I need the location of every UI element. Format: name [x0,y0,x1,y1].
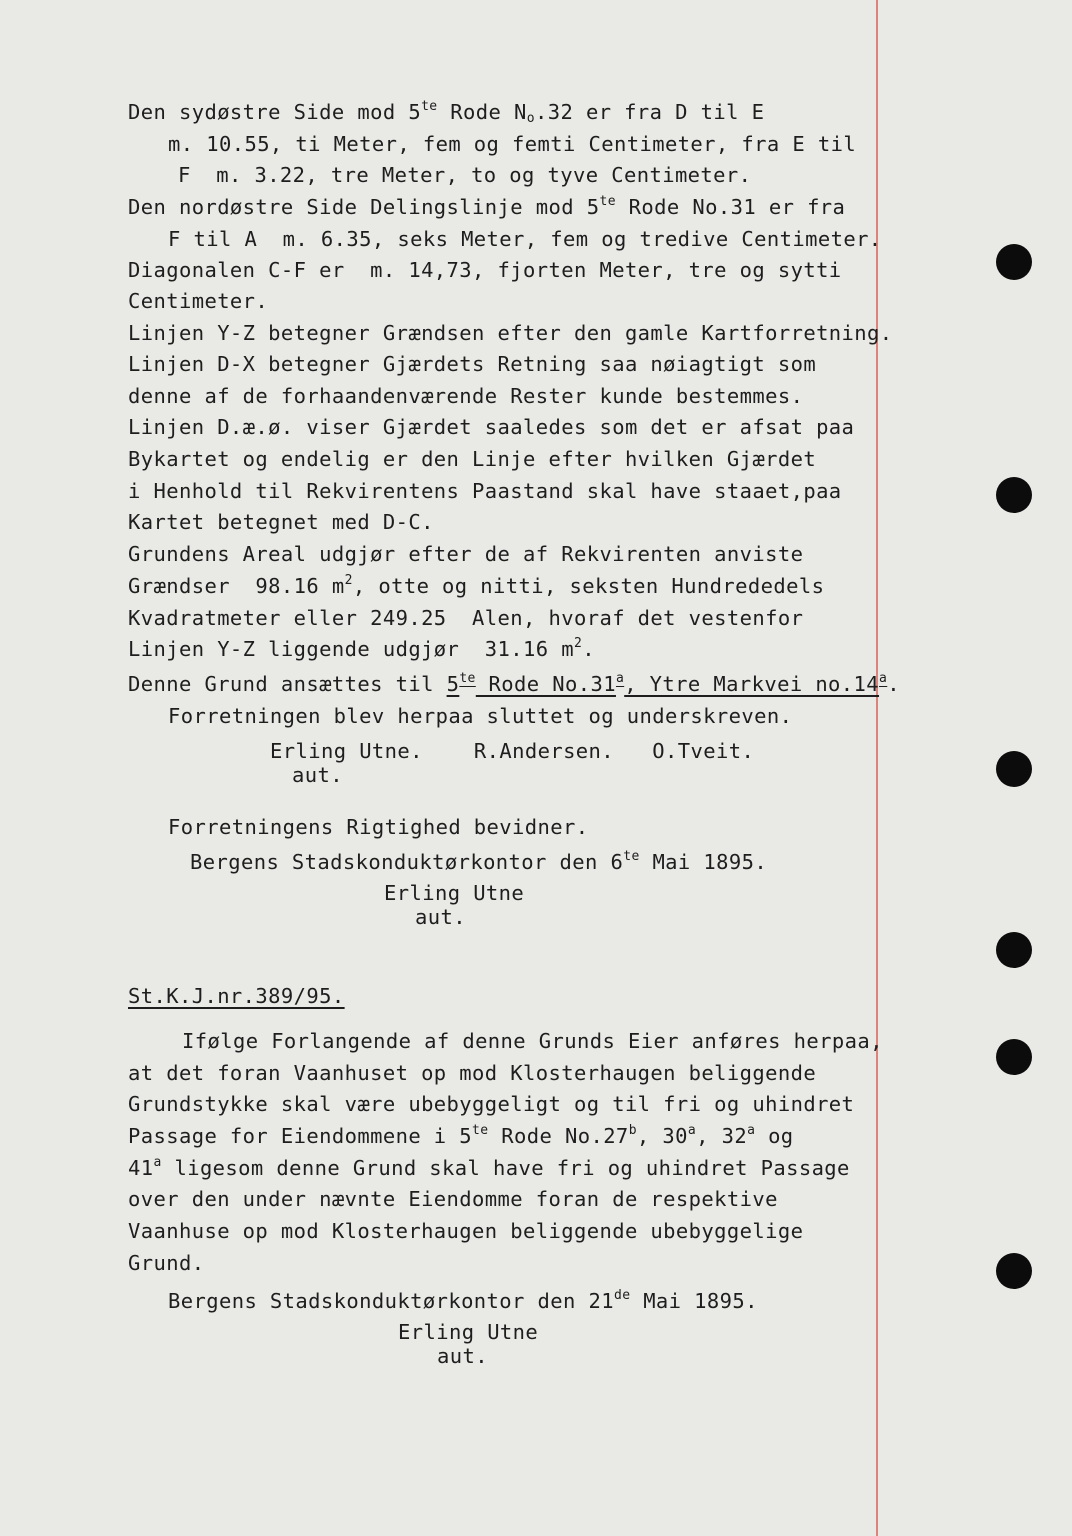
text-segment: Linjen Y-Z liggende udgjør 31.16 m [128,637,574,661]
text-line-34 [128,1217,803,1245]
text-segment: o [526,111,535,126]
text-segment: Bergens Stadskonduktørkontor den 21 [168,1289,614,1313]
text-line-12 [128,445,816,473]
text-line-11 [128,413,854,441]
text-segment: , Ytre Markvei no.14 [624,672,880,696]
text-segment: a [747,1123,756,1138]
punch-hole-2 [996,477,1032,513]
text-segment: a [687,1123,697,1138]
text-segment: Grundstykke skal være ubebyggeligt og til fri og uhindret [128,1092,855,1116]
text-segment: Mai 1895. [639,850,768,874]
text-line-28 [182,1027,883,1055]
text-segment: Linjen D-X betegner Gjærdets Retning saa nøiagtigt som [128,352,817,376]
text-segment: m. 10.55, ti Meter, fem og femti Centimeter, fra E til [168,132,857,156]
text-segment: Rode No.31 er fra [615,195,846,219]
text-segment: Den sydøstre Side mod 5 [128,100,422,124]
text-segment: Centimeter. [128,289,269,313]
text-segment: Erling Utne. R.Andersen. O.Tveit. [270,739,755,763]
text-line-23 [168,813,589,841]
text-segment: te [421,99,438,114]
text-segment: denne af de forhaandenværende Rester kunde bestemmes. [128,384,804,408]
text-line-19 [128,670,900,698]
text-segment: te [623,849,640,864]
text-line-4 [128,193,845,221]
text-line-10 [128,382,803,410]
text-segment: at det foran Vaanhuset op mod Klosterhaugen beliggende [128,1061,817,1085]
text-segment: Kartet betegnet med D-C. [128,510,434,534]
text-line-1 [128,98,764,126]
text-segment: 5 [446,672,460,696]
text-line-20 [168,702,792,730]
text-segment: Grændser 98.16 m [128,574,345,598]
text-line-13 [128,477,842,505]
text-line-16 [128,572,824,600]
text-line-38 [437,1342,488,1370]
text-segment: aut. [415,905,466,929]
text-line-3 [178,161,751,189]
punch-hole-5 [996,1039,1032,1075]
text-line-5 [168,225,882,253]
text-segment: Denne Grund ansættes til [128,672,447,696]
text-segment: a [153,1155,162,1170]
text-segment: Forretningen blev herpaa sluttet og underskreven. [168,704,793,728]
text-segment: Erling Utne [398,1320,539,1344]
text-line-18 [128,635,595,663]
text-segment: Erling Utne [384,881,525,905]
punch-hole-3 [996,751,1032,787]
text-segment: 2 [573,636,583,651]
text-segment: F m. 3.22, tre Meter, to og tyve Centimeter. [178,163,752,187]
text-segment: Kvadratmeter eller 249.25 Alen, hvoraf det vestenfor [128,606,804,630]
text-line-17 [128,604,803,632]
text-segment: Linjen Y-Z betegner Grændsen efter den gamle Kartforretning. [128,321,893,345]
punch-hole-4 [996,932,1032,968]
text-segment: Grund. [128,1251,205,1275]
text-line-33 [128,1185,778,1213]
text-segment: te [459,671,476,686]
text-segment: Rode No.31 [475,672,616,696]
text-line-35 [128,1249,204,1277]
text-segment: Rode N [437,100,527,124]
text-line-14 [128,508,434,536]
punch-hole-6 [996,1253,1032,1289]
text-line-7 [128,287,268,315]
text-segment: b [628,1123,637,1138]
text-segment: Linjen D.æ.ø. viser Gjærdet saaledes som det er afsat paa [128,415,855,439]
text-line-22 [292,761,343,789]
text-segment: 41 [128,1156,154,1180]
text-segment: Rode No.27 [488,1124,629,1148]
text-segment: a [879,671,888,686]
text-segment: Den nordøstre Side Delingslinje mod 5 [128,195,600,219]
text-segment: a [615,671,625,686]
text-segment: Grundens Areal udgjør efter de af Rekvirenten anviste [128,542,804,566]
text-segment: . [887,672,901,696]
text-segment: .32 er fra D til E [534,100,765,124]
text-line-36 [168,1287,758,1315]
text-segment: , 32 [696,1124,748,1148]
text-segment: Mai 1895. [630,1289,758,1313]
text-segment: i Henhold til Rekvirentens Paastand skal have staaet,paa [128,479,842,503]
text-line-9 [128,350,816,378]
text-line-15 [128,540,803,568]
text-segment: Passage for Eiendommene i 5 [128,1124,473,1148]
text-line-26 [415,903,466,931]
text-segment: 2 [344,573,353,588]
text-segment: aut. [437,1344,488,1368]
text-segment: over den under nævnte Eiendomme foran de respektive [128,1187,778,1211]
text-segment: Diagonalen C-F er m. 14,73, fjorten Meter, tre og sytti [128,258,842,282]
text-segment: te [599,194,616,209]
punch-hole-1 [996,244,1032,280]
text-line-24 [190,848,767,876]
text-segment: Ifølge Forlangende af denne Grunds Eier anføres herpaa, [182,1029,883,1053]
text-line-8 [128,319,893,347]
text-segment: , otte og nitti, seksten Hundrededels [352,574,825,598]
text-segment: Forretningens Rigtighed bevidner. [168,815,589,839]
text-line-6 [128,256,842,284]
text-segment: . [582,637,595,661]
text-line-32 [128,1154,850,1182]
text-segment: aut. [292,763,343,787]
text-segment: Bykartet og endelig er den Linje efter hvilken Gjærdet [128,447,817,471]
text-line-31 [128,1122,794,1150]
text-segment: St.K.J.nr.389/95. [128,984,345,1008]
text-line-27 [128,982,345,1010]
text-segment: de [613,1288,631,1303]
text-segment: Bergens Stadskonduktørkontor den 6 [190,850,624,874]
text-segment: Vaanhuse op mod Klosterhaugen beliggende ubebyggelige [128,1219,804,1243]
text-segment: ligesom denne Grund skal have fri og uhindret Passage [161,1156,850,1180]
text-line-2 [168,130,856,158]
text-line-29 [128,1059,816,1087]
text-segment: og [755,1124,794,1148]
text-line-30 [128,1090,854,1118]
text-segment: F til A m. 6.35, seks Meter, fem og tredive Centimeter. [168,227,882,251]
text-segment: , 30 [636,1124,688,1148]
text-segment: te [472,1123,489,1138]
